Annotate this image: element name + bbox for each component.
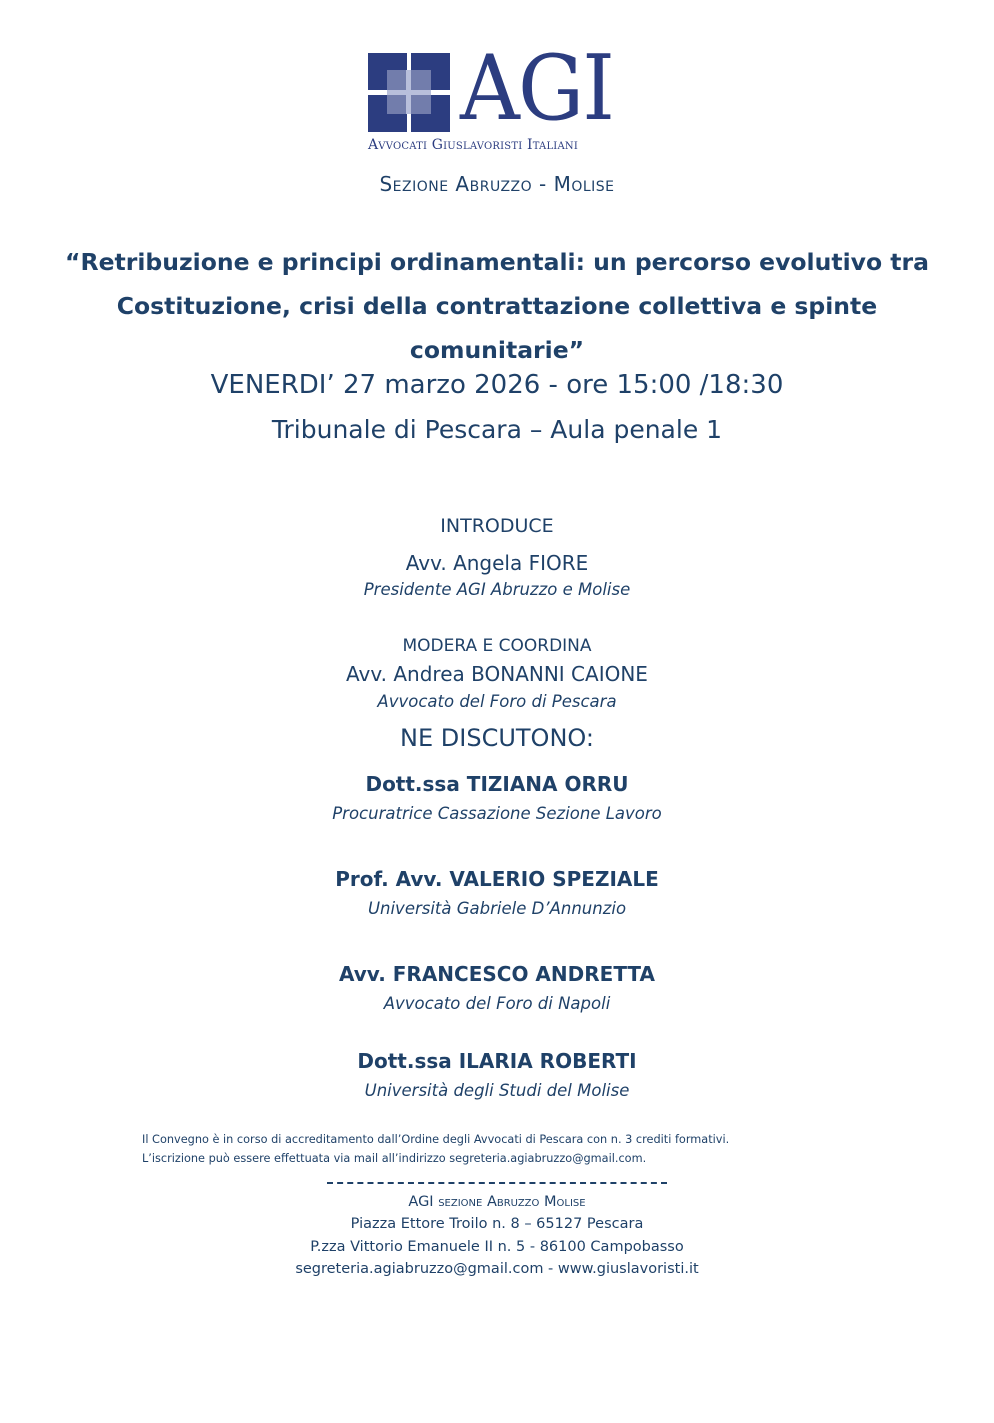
registration-note: L’iscrizione può essere effettuata via mail all’indirizzo segreteria.agiabruzzo@gmail.com.: [142, 1152, 647, 1165]
footer-org-agi: AGI: [408, 1194, 434, 1210]
speaker-name: Dott.ssa ILARIA ROBERTI: [357, 1049, 637, 1073]
speaker-name: Avv. FRANCESCO ANDRETTA: [339, 962, 655, 986]
speaker-role: Università degli Studi del Molise: [364, 1081, 630, 1100]
logo-subtitle: Avvocati Giuslavoristi Italiani: [368, 137, 578, 153]
modera-label: MODERA E COORDINA: [402, 636, 592, 656]
speaker-role: Università Gabriele D’Annunzio: [367, 899, 627, 918]
modera-role: Avvocato del Foro di Pescara: [377, 692, 617, 711]
speaker-name: Dott.ssa TIZIANA ORRU: [365, 772, 629, 796]
footer-address-pescara: Piazza Ettore Troilo n. 8 – 65127 Pescara: [350, 1216, 644, 1232]
logo-letters: AGI: [460, 36, 614, 141]
footer-org: [0, 1194, 994, 1210]
introduce-role: Presidente AGI Abruzzo e Molise: [363, 580, 631, 599]
agi-logo: [368, 36, 630, 158]
section-heading: Sezione Abruzzo - Molise: [379, 172, 615, 196]
accreditation-note: Il Convegno è in corso di accreditamento dall’Ordine degli Avvocati di Pescara con n. 3 crediti formativi.: [142, 1133, 730, 1146]
footer-address-campobasso: P.zza Vittorio Emanuele II n. 5 - 86100 Campobasso: [310, 1239, 684, 1255]
footer-contacts: segreteria.agiabruzzo@gmail.com - www.giuslavoristi.it: [295, 1261, 699, 1277]
discussants-label: NE DISCUTONO:: [400, 724, 594, 752]
speaker-role: Avvocato del Foro di Napoli: [383, 994, 611, 1013]
speaker-role: Procuratrice Cassazione Sezione Lavoro: [332, 804, 662, 823]
title-line-1: “Retribuzione e principi ordinamentali: un percorso evolutivo tra: [65, 248, 929, 276]
event-date: VENERDI’ 27 marzo 2026 - ore 15:00 /18:30: [210, 370, 784, 400]
title-line-3: comunitarie”: [409, 336, 585, 364]
introduce-name: Avv. Angela FIORE: [405, 551, 589, 575]
speaker-name: Prof. Avv. VALERIO SPEZIALE: [335, 867, 659, 891]
introduce-label: INTRODUCE: [440, 515, 554, 537]
logo-squares-icon: [368, 53, 460, 133]
footer-org-section: sezione Abruzzo Molise: [433, 1194, 586, 1210]
event-place: Tribunale di Pescara – Aula penale 1: [271, 415, 723, 444]
title-line-2: Costituzione, crisi della contrattazione collettiva e spinte: [116, 292, 878, 320]
divider: [327, 1182, 667, 1184]
event-title: [0, 240, 994, 372]
modera-name: Avv. Andrea BONANNI CAIONE: [346, 662, 648, 686]
